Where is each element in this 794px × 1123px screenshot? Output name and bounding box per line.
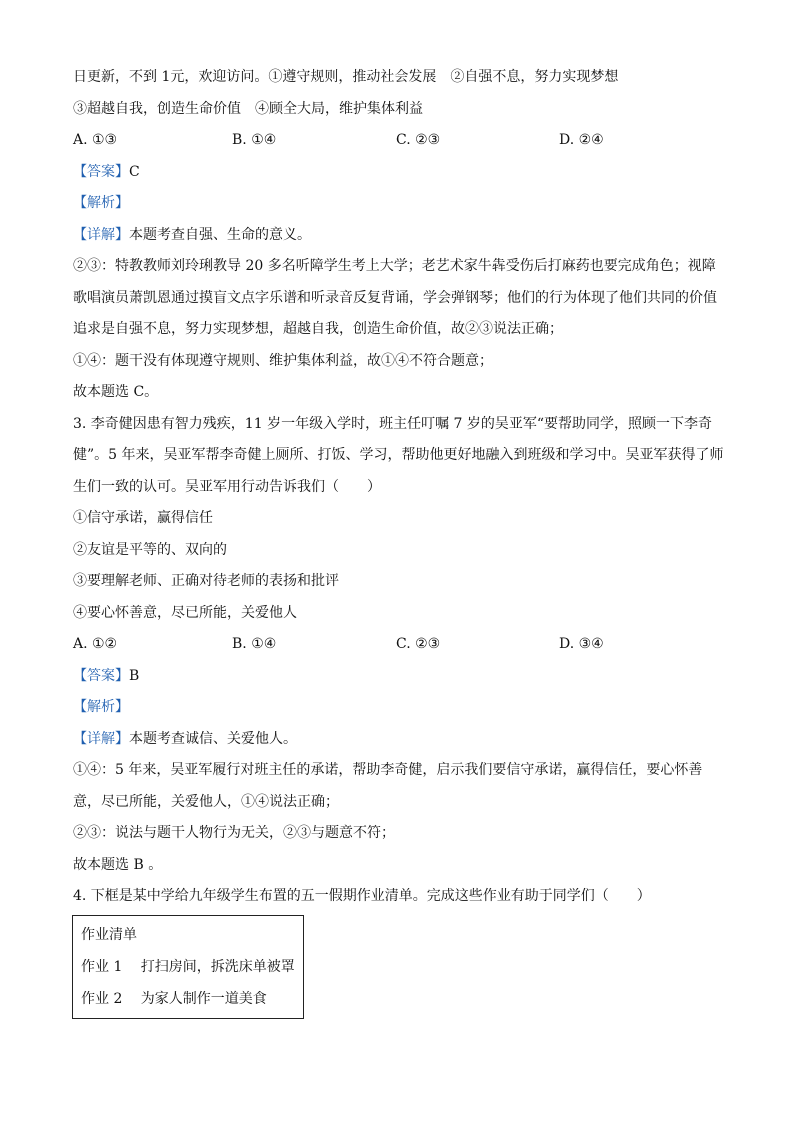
text-line: 歌唱演员萧凯恩通过摸盲文点字乐谱和听录音反复背诵，学会弹钢琴；他们的行为体现了他们共同的价值	[73, 289, 717, 306]
analysis-line	[73, 188, 723, 220]
text-line: 意，尽已所能，关爱他人，①④说法正确；	[73, 793, 339, 810]
option-b: B. ①④	[232, 132, 277, 148]
conclusion-line: 故本题选 C。	[73, 384, 159, 400]
statement-2: ②友谊是平等的、双向的	[73, 541, 227, 558]
detail-text: 本题考查自强、生命的意义。	[129, 226, 311, 243]
analysis-tag: 【解析】	[73, 699, 129, 715]
detail-line	[73, 220, 723, 252]
text-line: ②③：特教教师刘玲琍教导 20 多名听障学生考上大学；老艺术家牛犇受伤后打麻药也要完成角色；视障	[73, 258, 716, 274]
options-row	[73, 125, 723, 157]
document-page	[73, 62, 723, 913]
option-d: D. ②④	[559, 132, 604, 148]
homework-item-1: 作业 1 打扫房间，拆洗床单被罩	[81, 959, 295, 975]
text-line: ①④：5 年来，吴亚军履行对班主任的承诺，帮助李奇健，启示我们要信守承诺，赢得信任，要心怀善	[73, 762, 703, 778]
answer-value: B	[129, 667, 140, 684]
statement-3: ③要理解老师、正确对待老师的表扬和批评	[73, 573, 339, 589]
answer-tag: 【答案】	[73, 163, 129, 180]
answer-tag: 【答案】	[73, 667, 129, 684]
question-3-line: 3. 李奇健因患有智力残疾，11 岁一年级入学时，班主任叮嘱 7 岁的吴亚军“要帮助同学，照顾一下李奇	[73, 415, 713, 432]
text-line: 追求是自强不息，努力实现梦想，超越自我，创造生命价值，故②③说法正确；	[73, 321, 563, 337]
detail-tag: 【详解】	[73, 730, 129, 747]
option-c: C. ②③	[396, 132, 441, 148]
option-d: D. ③④	[559, 636, 604, 652]
option-a: A. ①②	[73, 636, 118, 652]
detail-line	[73, 724, 723, 756]
analysis-line	[73, 692, 723, 724]
homework-item-2: 作业 2 为家人制作一道美食	[81, 991, 267, 1007]
option-b: B. ①④	[232, 636, 277, 652]
text-line: ③超越自我，创造生命价值 ④顾全大局，维护集体利益	[73, 100, 423, 117]
option-c: C. ②③	[396, 636, 441, 652]
answer-value: C	[129, 163, 140, 180]
answer-line	[73, 661, 723, 693]
options-row	[73, 629, 723, 661]
text-line: ①④：题干没有体现遵守规则、维护集体利益，故①④不符合题意；	[73, 352, 493, 369]
question-3-line: 健”。5 年来，吴亚军帮李奇健上厕所、打饭、学习，帮助他更好地融入到班级和学习中。吴亚军获得了师	[73, 447, 724, 463]
conclusion-line: 故本题选 B 。	[73, 856, 163, 873]
analysis-tag: 【解析】	[73, 195, 129, 211]
detail-text: 本题考查诚信、关爱他人。	[129, 730, 297, 747]
question-4-line: 4. 下框是某中学给九年级学生布置的五一假期作业清单。完成这些作业有助于同学们（ ）	[73, 888, 651, 904]
text-line: 日更新，不到 1元，欢迎访问。①遵守规则，推动社会发展 ②自强不息，努力实现梦想	[73, 69, 619, 85]
question-3-line: 生们一致的认可。吴亚军用行动告诉我们（ ）	[73, 478, 381, 495]
statement-4: ④要心怀善意，尽已所能，关爱他人	[73, 604, 297, 621]
homework-list-title: 作业清单	[81, 927, 137, 943]
option-a: A. ①③	[73, 132, 118, 148]
statement-1: ①信守承诺，赢得信任	[73, 510, 213, 526]
answer-line	[73, 157, 723, 189]
text-line: ②③：说法与题干人物行为无关，②③与题意不符；	[73, 825, 395, 841]
detail-tag: 【详解】	[73, 226, 129, 243]
homework-list-box	[72, 915, 304, 1019]
